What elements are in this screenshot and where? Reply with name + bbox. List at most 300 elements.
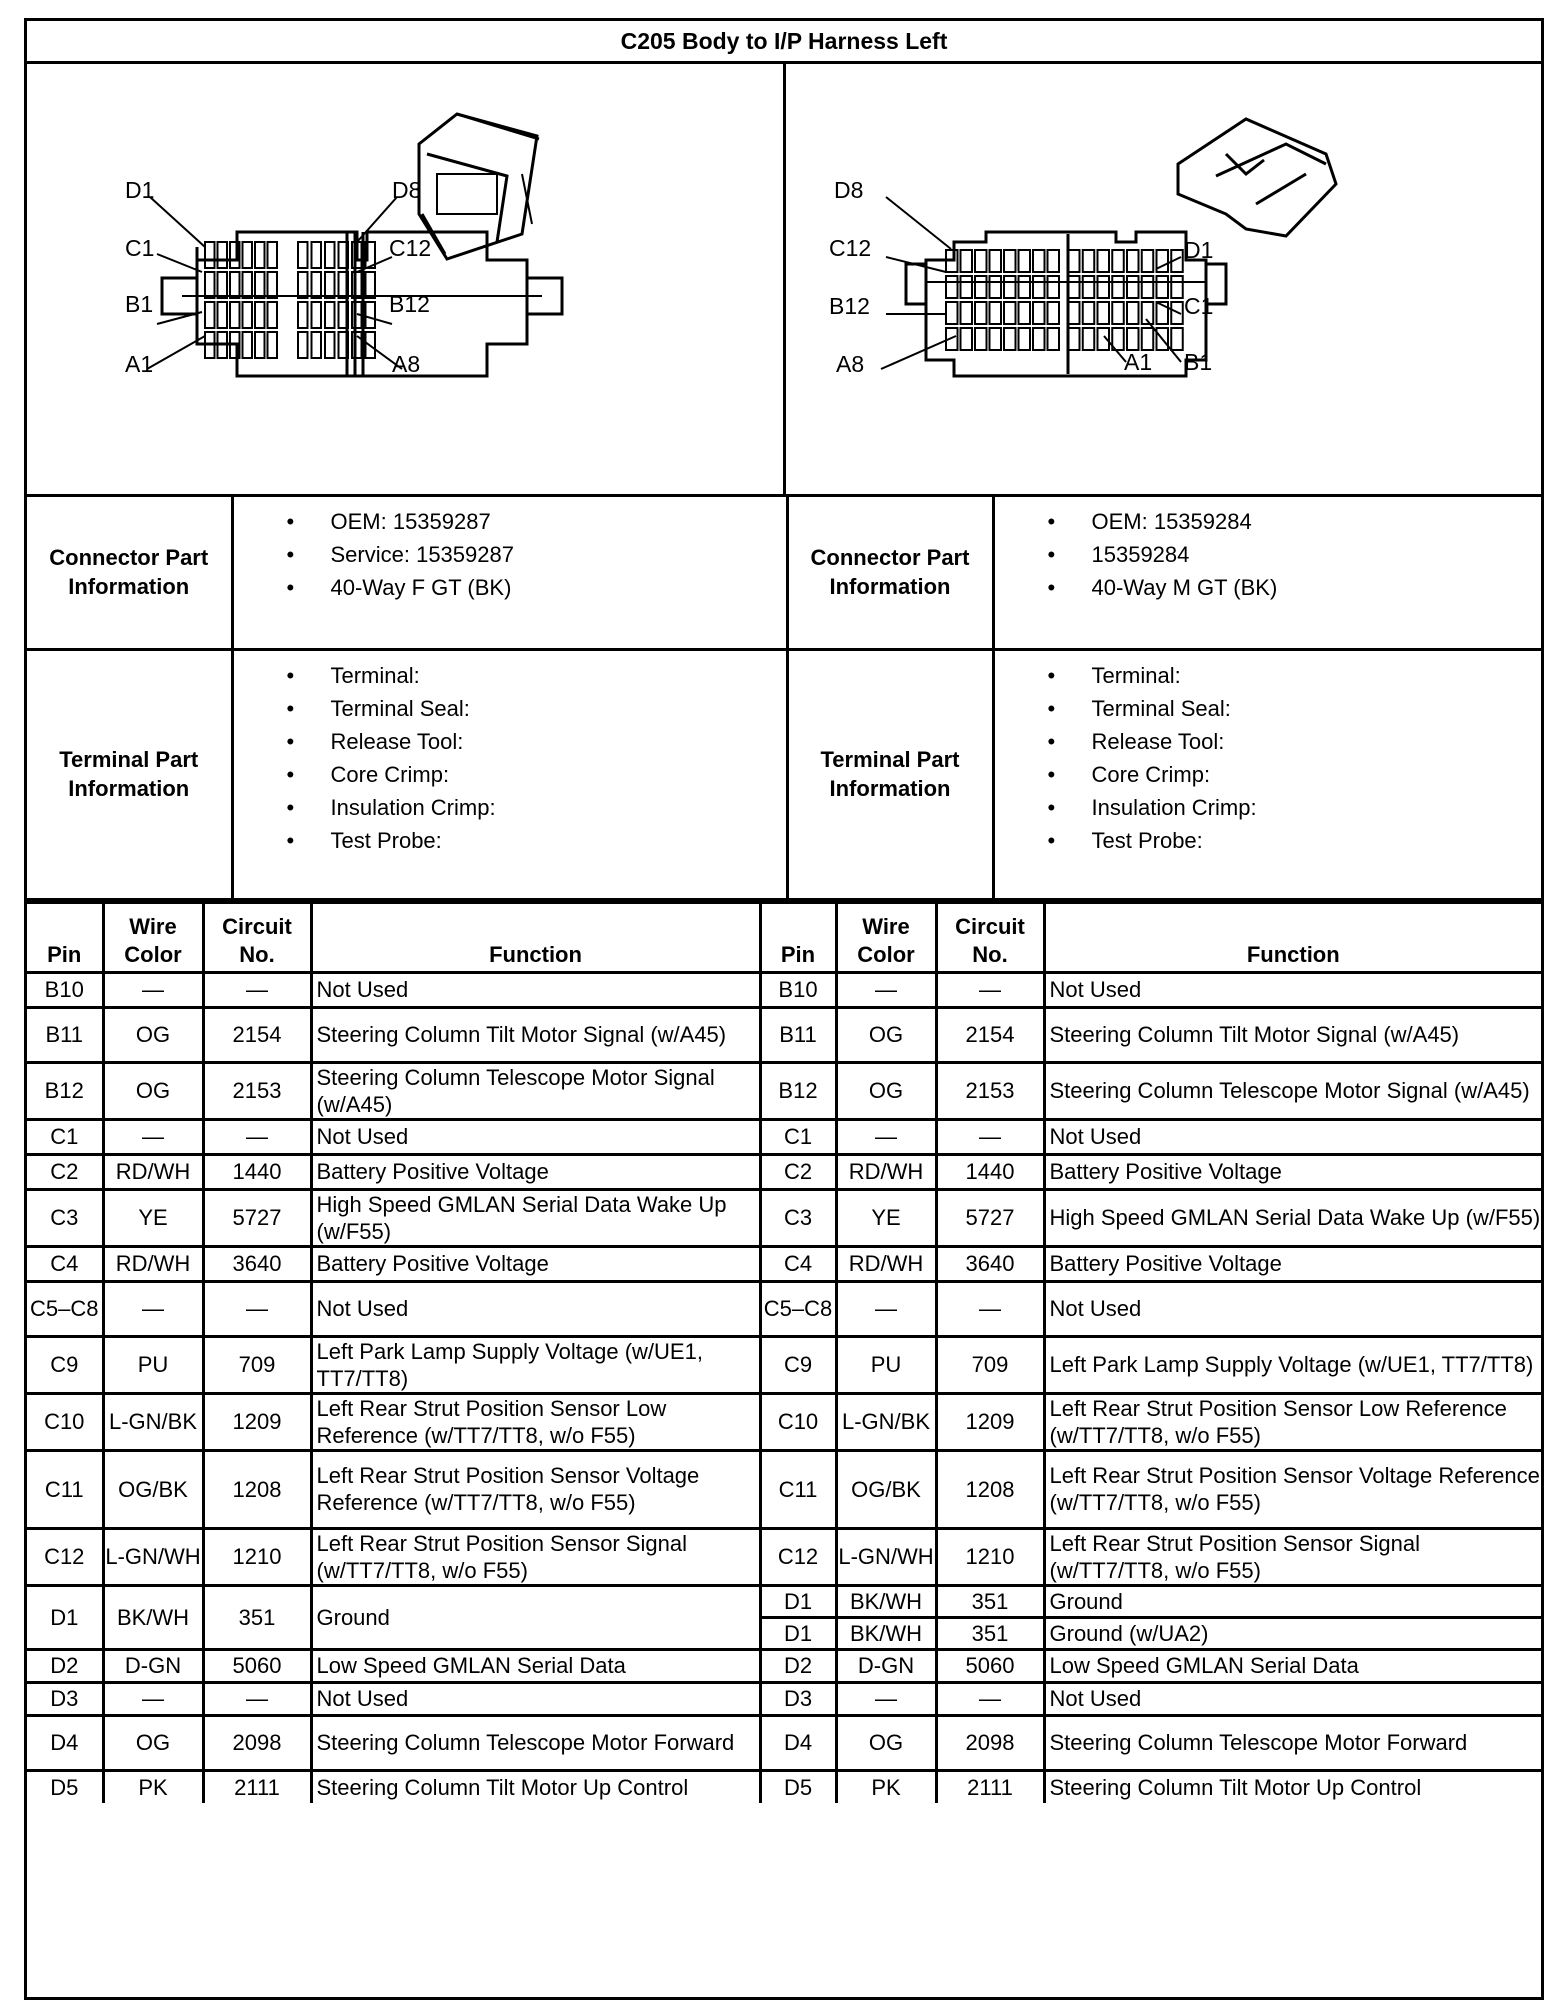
list-item: • 15359284: [1048, 538, 1541, 571]
table-row: [27, 1715, 1541, 1770]
circuit-cell: 1440: [936, 1154, 1044, 1189]
wire-color-cell: OG: [103, 1715, 203, 1770]
wire-color-cell: OG: [836, 1715, 936, 1770]
wire-color-cell: RD/WH: [103, 1154, 203, 1189]
pin-label: C12: [828, 235, 871, 261]
pin-label: A1: [125, 351, 154, 377]
wire-color-cell: RD/WH: [103, 1246, 203, 1281]
pin-label: D8: [833, 177, 863, 203]
cavity: [1033, 302, 1045, 324]
wire-color-cell: L-GN/BK: [836, 1393, 936, 1450]
pin-cell: C3: [760, 1189, 836, 1246]
pin-label: C12: [389, 235, 432, 261]
list-item: • Service: 15359287: [287, 538, 785, 571]
table-row: [27, 1682, 1541, 1715]
cavity: [960, 328, 972, 350]
circuit-cell: 5060: [936, 1649, 1044, 1682]
function-cell: Steering Column Telescope Motor Signal (w/A45): [311, 1062, 760, 1119]
terminal-part-label: Terminal Part Information: [787, 649, 993, 899]
pin-cell: D1: [760, 1585, 836, 1617]
cavity: [1141, 276, 1153, 298]
circuit-cell: 1210: [936, 1528, 1044, 1585]
pin-cell: C2: [27, 1154, 103, 1189]
cavity: [1112, 250, 1124, 272]
cavity: [218, 302, 228, 328]
circuit-cell: 2111: [936, 1770, 1044, 1803]
cavity: [1033, 328, 1045, 350]
cavity: [1082, 250, 1094, 272]
column-header: Circuit No.: [203, 902, 311, 972]
table-row: [27, 1336, 1541, 1393]
list-item: • Insulation Crimp:: [1048, 791, 1541, 824]
cavity: [1004, 276, 1016, 298]
cavity: [205, 302, 215, 328]
wire-color-cell: —: [103, 1281, 203, 1336]
circuit-cell: 5060: [203, 1649, 311, 1682]
circuit-cell: 709: [936, 1336, 1044, 1393]
cavity: [325, 332, 335, 358]
wire-color-cell: OG: [836, 1062, 936, 1119]
circuit-cell: 351: [936, 1585, 1044, 1617]
cavity: [946, 302, 958, 324]
circuit-cell: 351: [203, 1585, 311, 1649]
function-cell: Left Rear Strut Position Sensor Signal (w/TT7/TT8, w/o F55): [311, 1528, 760, 1585]
cavity: [1141, 250, 1153, 272]
circuit-cell: 3640: [203, 1246, 311, 1281]
male-connector-face-icon: [786, 64, 1544, 494]
cavity: [1033, 250, 1045, 272]
cavity: [325, 242, 335, 268]
circuit-cell: 1209: [203, 1393, 311, 1450]
function-cell: Left Rear Strut Position Sensor Low Reference (w/TT7/TT8, w/o F55): [1044, 1393, 1541, 1450]
wire-color-cell: OG/BK: [103, 1450, 203, 1528]
function-cell: Ground: [311, 1585, 760, 1649]
cavity: [1097, 302, 1109, 324]
terminal-part-info: [232, 649, 787, 899]
cavity: [268, 332, 278, 358]
wire-color-cell: L-GN/WH: [836, 1528, 936, 1585]
function-cell: Not Used: [1044, 1682, 1541, 1715]
table-row: [27, 1450, 1541, 1528]
table-row: [27, 1007, 1541, 1062]
cavity: [268, 272, 278, 298]
cavity: [1047, 276, 1059, 298]
circuit-cell: 5727: [203, 1189, 311, 1246]
pin-cell: D3: [760, 1682, 836, 1715]
function-cell: Low Speed GMLAN Serial Data: [1044, 1649, 1541, 1682]
cavity: [989, 250, 1001, 272]
wire-color-cell: BK/WH: [836, 1585, 936, 1617]
cavity: [1082, 276, 1094, 298]
table-row: [27, 1585, 1541, 1617]
circuit-cell: —: [203, 1119, 311, 1154]
column-header: Wire Color: [836, 902, 936, 972]
cavity: [1112, 302, 1124, 324]
function-cell: Left Park Lamp Supply Voltage (w/UE1, TT7/TT8): [311, 1336, 760, 1393]
pin-cell: C12: [27, 1528, 103, 1585]
wire-color-cell: OG: [103, 1062, 203, 1119]
circuit-cell: 3640: [936, 1246, 1044, 1281]
cavity: [268, 302, 278, 328]
pin-cell: C9: [760, 1336, 836, 1393]
pin-label: D8: [392, 177, 422, 203]
cavity: [205, 242, 215, 268]
circuit-cell: 2153: [936, 1062, 1044, 1119]
circuit-cell: —: [203, 1682, 311, 1715]
pin-cell: C4: [760, 1246, 836, 1281]
cavity: [312, 332, 322, 358]
pin-label: D1: [1183, 237, 1213, 263]
cavity: [975, 302, 987, 324]
wire-color-cell: —: [103, 972, 203, 1007]
cavity: [1068, 276, 1080, 298]
pin-cell: B10: [27, 972, 103, 1007]
cavity: [1047, 250, 1059, 272]
function-cell: Left Rear Strut Position Sensor Voltage Reference (w/TT7/TT8, w/o F55): [1044, 1450, 1541, 1528]
connector-part-label: Connector Part Information: [27, 497, 232, 649]
pin-cell: C5–C8: [27, 1281, 103, 1336]
function-cell: Not Used: [1044, 972, 1541, 1007]
cavity: [975, 250, 987, 272]
list-item: • OEM: 15359287: [287, 505, 785, 538]
function-cell: Steering Column Telescope Motor Signal (w/A45): [1044, 1062, 1541, 1119]
function-cell: Left Rear Strut Position Sensor Voltage Reference (w/TT7/TT8, w/o F55): [311, 1450, 760, 1528]
cavity: [1004, 302, 1016, 324]
pin-label: C1: [125, 235, 155, 261]
circuit-cell: 5727: [936, 1189, 1044, 1246]
cavity: [1068, 328, 1080, 350]
list-item: • Release Tool:: [287, 725, 785, 758]
table-row: [27, 1649, 1541, 1682]
table-row: [27, 1154, 1541, 1189]
part-info-table: [27, 497, 1541, 901]
wire-color-cell: OG/BK: [836, 1450, 936, 1528]
pin-cell: B11: [760, 1007, 836, 1062]
function-cell: Not Used: [1044, 1281, 1541, 1336]
pin-cell: D2: [760, 1649, 836, 1682]
cavity: [1171, 328, 1183, 350]
function-cell: Left Rear Strut Position Sensor Signal (w/TT7/TT8, w/o F55): [1044, 1528, 1541, 1585]
circuit-cell: 1209: [936, 1393, 1044, 1450]
cavity: [1018, 302, 1030, 324]
cavity: [205, 272, 215, 298]
cavity: [989, 276, 1001, 298]
column-header: Function: [311, 902, 760, 972]
wire-color-cell: OG: [103, 1007, 203, 1062]
cavity: [1127, 302, 1139, 324]
list-item: • 40-Way F GT (BK): [287, 571, 785, 604]
wire-color-cell: BK/WH: [103, 1585, 203, 1649]
list-item: • Test Probe:: [1048, 824, 1541, 857]
cavity: [312, 302, 322, 328]
pin-cell: C11: [760, 1450, 836, 1528]
cavity: [1171, 276, 1183, 298]
circuit-cell: 1440: [203, 1154, 311, 1189]
pin-cell: C2: [760, 1154, 836, 1189]
list-item: • Terminal Seal:: [1048, 692, 1541, 725]
cavity: [298, 332, 308, 358]
cavity: [243, 242, 253, 268]
table-row: [27, 972, 1541, 1007]
pin-label: C1: [1183, 293, 1213, 319]
cavity: [1112, 276, 1124, 298]
cavity: [1097, 250, 1109, 272]
function-cell: Low Speed GMLAN Serial Data: [311, 1649, 760, 1682]
connector-diagrams: [27, 64, 1541, 497]
pinout-body: [27, 972, 1541, 1803]
cavity: [218, 272, 228, 298]
cavity: [352, 332, 362, 358]
function-cell: Battery Positive Voltage: [311, 1154, 760, 1189]
cavity: [298, 272, 308, 298]
wire-color-cell: PK: [836, 1770, 936, 1803]
cavity: [1047, 302, 1059, 324]
wire-color-cell: OG: [836, 1007, 936, 1062]
circuit-cell: 2098: [203, 1715, 311, 1770]
wire-color-cell: YE: [103, 1189, 203, 1246]
pin-label: B1: [1183, 349, 1212, 375]
pin-cell: D4: [760, 1715, 836, 1770]
cavity: [325, 272, 335, 298]
list-item: • Terminal Seal:: [287, 692, 785, 725]
connector-sheet: [24, 18, 1544, 2000]
pin-cell: B10: [760, 972, 836, 1007]
cavity: [1082, 302, 1094, 324]
cavity: [243, 302, 253, 328]
pin-cell: D3: [27, 1682, 103, 1715]
wire-color-cell: RD/WH: [836, 1246, 936, 1281]
pinout-table: [27, 901, 1541, 1804]
pin-cell: C11: [27, 1450, 103, 1528]
pin-cell: D4: [27, 1715, 103, 1770]
pin-cell: D5: [760, 1770, 836, 1803]
cavity: [243, 272, 253, 298]
wire-color-cell: D-GN: [836, 1649, 936, 1682]
wire-color-cell: —: [836, 1119, 936, 1154]
cavity: [312, 272, 322, 298]
column-header: Pin: [760, 902, 836, 972]
cavity: [960, 250, 972, 272]
wire-color-cell: RD/WH: [836, 1154, 936, 1189]
pin-label: D1: [125, 177, 155, 203]
column-header: Circuit No.: [936, 902, 1044, 972]
function-cell: Battery Positive Voltage: [1044, 1154, 1541, 1189]
cavity: [268, 242, 278, 268]
circuit-cell: 2153: [203, 1062, 311, 1119]
pin-cell: C4: [27, 1246, 103, 1281]
circuit-cell: 1208: [203, 1450, 311, 1528]
circuit-cell: —: [936, 1682, 1044, 1715]
cavity: [989, 302, 1001, 324]
function-cell: Not Used: [311, 972, 760, 1007]
cavity: [218, 242, 228, 268]
pin-label: A8: [392, 351, 421, 377]
cavity: [255, 242, 265, 268]
wire-color-cell: YE: [836, 1189, 936, 1246]
right-connector-diagram: [783, 64, 1542, 494]
function-cell: Left Park Lamp Supply Voltage (w/UE1, TT7/TT8): [1044, 1336, 1541, 1393]
cavity: [255, 272, 265, 298]
table-row: [27, 1770, 1541, 1803]
pin-cell: C5–C8: [760, 1281, 836, 1336]
pin-cell: B11: [27, 1007, 103, 1062]
cavity: [1127, 328, 1139, 350]
page-title: C205 Body to I/P Harness Left: [27, 21, 1541, 64]
wire-color-cell: —: [103, 1119, 203, 1154]
cavity: [366, 272, 376, 298]
function-cell: High Speed GMLAN Serial Data Wake Up (w/F55): [1044, 1189, 1541, 1246]
cavity: [1004, 328, 1016, 350]
pin-cell: C10: [760, 1393, 836, 1450]
cavity: [946, 276, 958, 298]
table-row: [27, 1119, 1541, 1154]
wire-color-cell: L-GN/WH: [103, 1528, 203, 1585]
circuit-cell: —: [203, 1281, 311, 1336]
pin-label: A1: [1123, 349, 1152, 375]
function-cell: Steering Column Tilt Motor Up Control: [311, 1770, 760, 1803]
cavity: [298, 302, 308, 328]
function-cell: Battery Positive Voltage: [1044, 1246, 1541, 1281]
cavity: [1047, 328, 1059, 350]
left-connector-diagram: [27, 64, 783, 494]
cavity: [1082, 328, 1094, 350]
table-row: [27, 1246, 1541, 1281]
list-item: • Test Probe:: [287, 824, 785, 857]
cavity: [1127, 276, 1139, 298]
cavity: [1018, 250, 1030, 272]
function-cell: Not Used: [311, 1119, 760, 1154]
circuit-cell: 351: [936, 1617, 1044, 1649]
pin-cell: C1: [27, 1119, 103, 1154]
function-cell: Not Used: [311, 1281, 760, 1336]
function-cell: Steering Column Tilt Motor Up Control: [1044, 1770, 1541, 1803]
wire-color-cell: BK/WH: [836, 1617, 936, 1649]
function-cell: Ground (w/UA2): [1044, 1617, 1541, 1649]
list-item: • Terminal:: [287, 659, 785, 692]
cavity: [230, 302, 240, 328]
cavity: [1141, 328, 1153, 350]
cavity: [1033, 276, 1045, 298]
column-header: Wire Color: [103, 902, 203, 972]
pin-cell: B12: [760, 1062, 836, 1119]
wire-color-cell: —: [103, 1682, 203, 1715]
pin-label: B12: [389, 291, 430, 317]
pin-cell: D1: [760, 1617, 836, 1649]
cavity: [975, 276, 987, 298]
table-row: [27, 1528, 1541, 1585]
function-cell: Battery Positive Voltage: [311, 1246, 760, 1281]
list-item: • 40-Way M GT (BK): [1048, 571, 1541, 604]
connector-part-label: Connector Part Information: [787, 497, 993, 649]
circuit-cell: 2098: [936, 1715, 1044, 1770]
function-cell: Steering Column Tilt Motor Signal (w/A45): [311, 1007, 760, 1062]
pin-label: B12: [828, 293, 870, 319]
circuit-cell: —: [203, 972, 311, 1007]
list-item: • OEM: 15359284: [1048, 505, 1541, 538]
table-row: [27, 1189, 1541, 1246]
cavity: [1156, 276, 1168, 298]
function-cell: Not Used: [311, 1682, 760, 1715]
cavity: [1097, 276, 1109, 298]
list-item: • Insulation Crimp:: [287, 791, 785, 824]
wire-color-cell: —: [836, 972, 936, 1007]
column-header: Pin: [27, 902, 103, 972]
circuit-cell: 2154: [936, 1007, 1044, 1062]
table-row: [27, 1393, 1541, 1450]
wire-color-cell: L-GN/BK: [103, 1393, 203, 1450]
cavity: [989, 328, 1001, 350]
function-cell: Not Used: [1044, 1119, 1541, 1154]
pin-cell: C10: [27, 1393, 103, 1450]
circuit-cell: 2154: [203, 1007, 311, 1062]
circuit-cell: 2111: [203, 1770, 311, 1803]
female-connector-face-icon: [27, 64, 785, 494]
connector-part-info: [232, 497, 787, 649]
function-cell: High Speed GMLAN Serial Data Wake Up (w/F55): [311, 1189, 760, 1246]
wire-color-cell: D-GN: [103, 1649, 203, 1682]
cavity: [975, 328, 987, 350]
cavity: [1068, 250, 1080, 272]
wire-color-cell: PU: [836, 1336, 936, 1393]
pin-cell: B12: [27, 1062, 103, 1119]
terminal-part-label: Terminal Part Information: [27, 649, 232, 899]
pin-cell: D2: [27, 1649, 103, 1682]
cavity: [1004, 250, 1016, 272]
table-row: [27, 1281, 1541, 1336]
list-item: • Release Tool:: [1048, 725, 1541, 758]
list-item: • Core Crimp:: [1048, 758, 1541, 791]
wire-color-cell: —: [836, 1281, 936, 1336]
circuit-cell: 709: [203, 1336, 311, 1393]
cavity: [352, 272, 362, 298]
pin-label: A8: [835, 351, 864, 377]
cavity: [960, 302, 972, 324]
circuit-cell: —: [936, 1281, 1044, 1336]
cavity: [325, 302, 335, 328]
cavity: [1068, 302, 1080, 324]
list-item: • Core Crimp:: [287, 758, 785, 791]
pin-cell: C1: [760, 1119, 836, 1154]
pin-label: B1: [125, 291, 154, 317]
cavity: [230, 272, 240, 298]
cavity: [243, 332, 253, 358]
pin-cell: D1: [27, 1585, 103, 1649]
connector-part-info: [993, 497, 1541, 649]
pin-cell: C3: [27, 1189, 103, 1246]
cavity: [298, 242, 308, 268]
pin-cell: C9: [27, 1336, 103, 1393]
column-header: Function: [1044, 902, 1541, 972]
cavity: [960, 276, 972, 298]
pin-cell: D5: [27, 1770, 103, 1803]
circuit-cell: 1208: [936, 1450, 1044, 1528]
cavity: [1018, 276, 1030, 298]
circuit-cell: 1210: [203, 1528, 311, 1585]
table-row: [27, 1062, 1541, 1119]
wire-color-cell: PK: [103, 1770, 203, 1803]
cavity: [1127, 250, 1139, 272]
list-item: • Terminal:: [1048, 659, 1541, 692]
cavity: [1018, 328, 1030, 350]
circuit-cell: —: [936, 972, 1044, 1007]
function-cell: Steering Column Telescope Motor Forward: [311, 1715, 760, 1770]
pin-cell: C12: [760, 1528, 836, 1585]
cavity: [255, 302, 265, 328]
function-cell: Steering Column Telescope Motor Forward: [1044, 1715, 1541, 1770]
circuit-cell: —: [936, 1119, 1044, 1154]
cavity: [366, 302, 376, 328]
cavity: [255, 332, 265, 358]
